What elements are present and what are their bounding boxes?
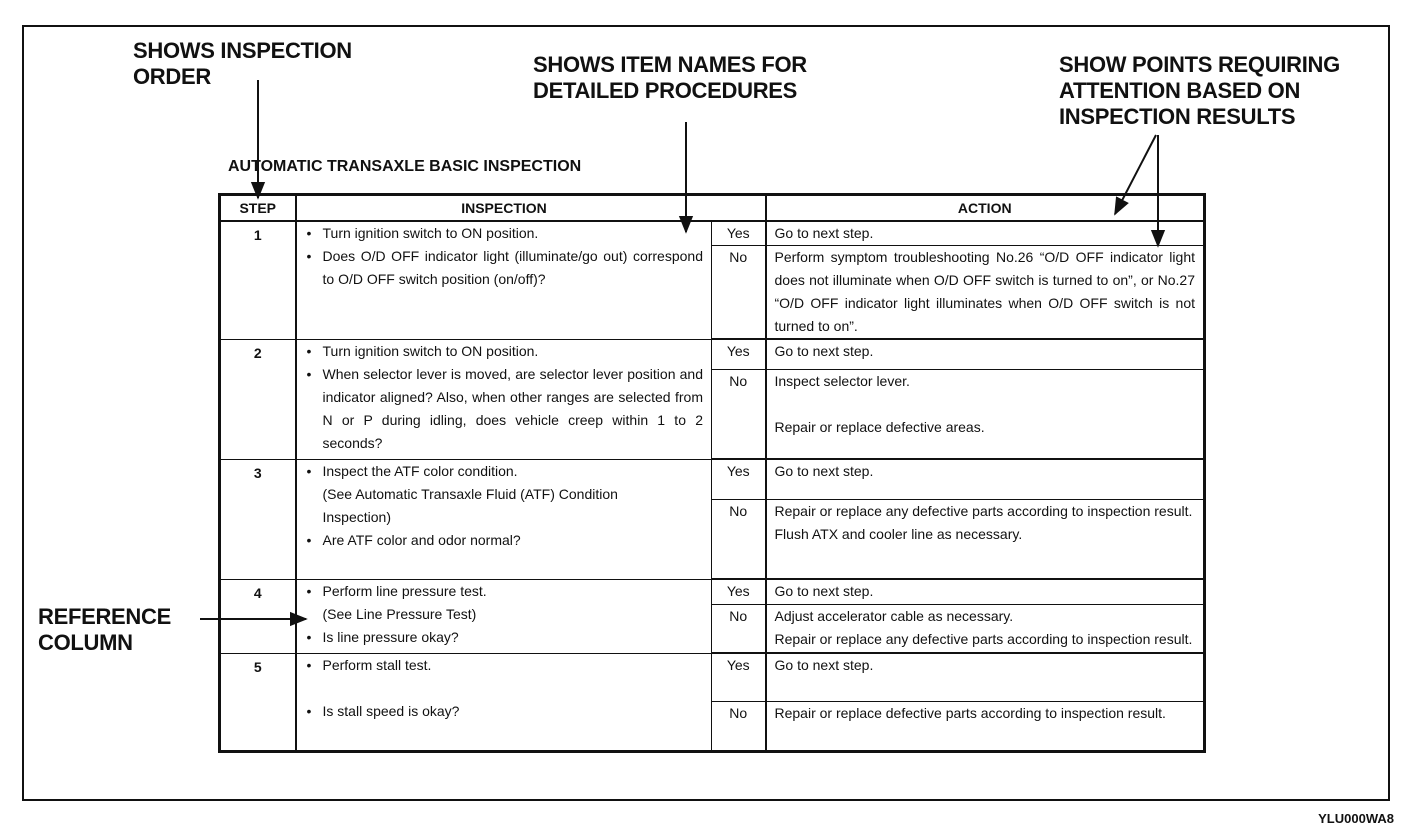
step-number: 4: [220, 579, 296, 653]
action-line: Repair or replace defective areas.: [774, 419, 985, 436]
action-line: Perform symptom troubleshooting No.26 “O/D OFF indicator light does not illuminate when O/D OFF switch is turned to on”, or No.27 “O/D OFF indicator light illuminates when O/D OFF switch is not turned to on”.: [774, 249, 1195, 334]
callout-inspection-order: SHOWS INSPECTION ORDER: [133, 38, 352, 89]
no-action: [766, 370, 1205, 459]
inspection-table: [218, 193, 1206, 753]
callout-item-names: SHOWS ITEM NAMES FOR DETAILED PROCEDURES: [533, 52, 807, 103]
inspection-item: • Turn ignition switch to ON position.: [303, 222, 704, 245]
yes-action: Go to next step.: [766, 653, 1205, 702]
inspection-item: • Are ATF color and odor normal?: [303, 529, 704, 552]
step-number: 1: [220, 221, 296, 339]
yes-action: Go to next step.: [766, 221, 1205, 246]
no-label: No: [712, 500, 766, 579]
inspection-item: • Inspect the ATF color condition.: [303, 460, 704, 483]
table-row-step-3-yes: [220, 459, 1205, 500]
table-row-step-2-yes: [220, 339, 1205, 370]
yes-label: Yes: [712, 459, 766, 500]
action-header: ACTION: [766, 195, 1205, 222]
action-line: Flush ATX and cooler line as necessary.: [774, 526, 1023, 543]
yes-action: Go to next step.: [766, 459, 1205, 500]
action-line: Adjust accelerator cable as necessary.: [774, 607, 1014, 624]
inspection-cell: [296, 459, 712, 579]
action-line: Repair or replace defective parts according to inspection result.: [774, 705, 1166, 721]
inspection-item: • Is line pressure okay?: [303, 626, 704, 649]
header-row: [220, 195, 1205, 222]
yes-label: Yes: [712, 221, 766, 246]
no-label: No: [712, 702, 766, 752]
table-row-step-1-yes: [220, 221, 1205, 246]
no-label: No: [712, 604, 766, 653]
no-action: [766, 246, 1205, 340]
inspection-item: • Turn ignition switch to ON position.: [303, 340, 704, 363]
step-number: 2: [220, 339, 296, 459]
step-number: 5: [220, 653, 296, 751]
inspection-item: • When selector lever is moved, are selector lever position and indicator aligned? Also, when other ranges are selected from N or P during idling, does vehicle creep within 1 to 2 seconds?: [303, 363, 704, 455]
inspection-item: • Perform line pressure test.: [303, 580, 704, 603]
callout-attention-points: SHOW POINTS REQUIRING ATTENTION BASED ON INSPECTION RESULTS: [1059, 52, 1340, 129]
yes-action: Go to next step.: [766, 339, 1205, 370]
table-row-step-5-yes: [220, 653, 1205, 702]
step-number: 3: [220, 459, 296, 579]
reference-item: (See Line Pressure Test): [322, 605, 477, 622]
inspection-item: • Is stall speed is okay?: [303, 700, 704, 723]
inspection-cell: [296, 653, 712, 751]
yes-label: Yes: [712, 579, 766, 604]
action-line: Repair or replace any defective parts according to inspection result.: [774, 630, 1193, 647]
inspection-item: • Does O/D OFF indicator light (illuminate/go out) correspond to O/D OFF switch position (on/off)?: [303, 245, 704, 291]
yes-action: Go to next step.: [766, 579, 1205, 604]
table-row-step-4-yes: [220, 579, 1205, 604]
inspection-item: • Perform stall test.: [303, 654, 704, 677]
no-label: No: [712, 370, 766, 459]
no-action: [766, 500, 1205, 579]
figure-code: YLU000WA8: [1318, 811, 1394, 826]
result-header: [712, 195, 766, 222]
inspection-cell: [296, 339, 712, 459]
step-header: STEP: [220, 195, 296, 222]
inspection-cell: [296, 221, 712, 339]
no-action: [766, 702, 1205, 752]
no-label: No: [712, 246, 766, 340]
callout-reference-column: REFERENCE COLUMN: [38, 604, 171, 655]
yes-label: Yes: [712, 653, 766, 702]
table-title: AUTOMATIC TRANSAXLE BASIC INSPECTION: [228, 158, 582, 175]
action-line: Repair or replace any defective parts according to inspection result.: [774, 503, 1193, 520]
action-line: Inspect selector lever.: [774, 373, 910, 390]
inspection-header: INSPECTION: [296, 195, 712, 222]
yes-label: Yes: [712, 339, 766, 370]
inspection-cell: [296, 579, 712, 653]
no-action: [766, 604, 1205, 653]
reference-item: (See Automatic Transaxle Fluid (ATF) Condition Inspection): [322, 485, 618, 525]
